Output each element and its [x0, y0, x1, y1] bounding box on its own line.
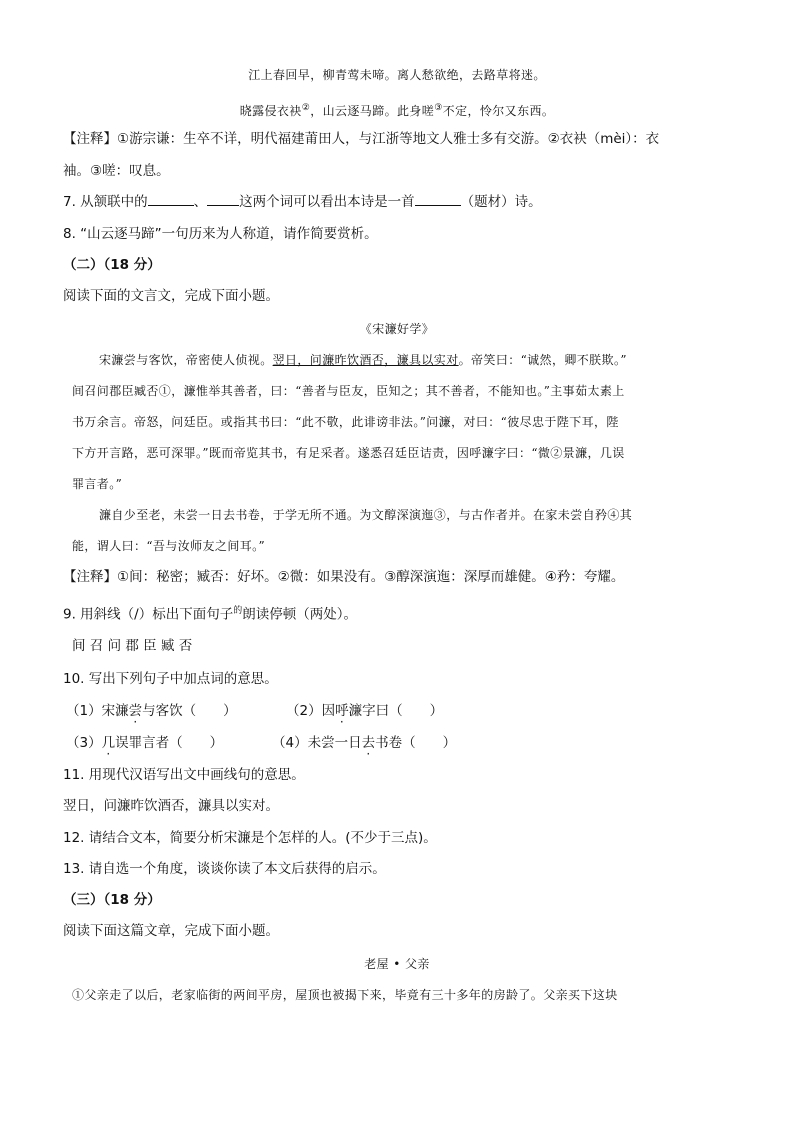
poem-line-2-part-a: 晓露侵衣袂: [239, 104, 302, 118]
item-text: （1）宋濂: [66, 703, 129, 719]
classical-p1-line-1: [99, 351, 627, 369]
question-8: 8. “山云逐马蹄”一句历来为人称道，请作简要赏析。: [63, 226, 378, 242]
dotted-word: 去: [361, 735, 376, 751]
poem-note-line-2: 袖。③嗟：叹息。: [63, 163, 170, 179]
question-9-tail: 朗读停顿（两处）。: [242, 606, 357, 623]
classical-text: 宋濂尝与客饮，帝密使人侦视。: [99, 353, 273, 367]
dotted-word: 呼: [335, 703, 349, 719]
question-7: [63, 193, 542, 211]
underlined-sentence: 翌日，问濂昨饮酒否，濂具以实对: [272, 353, 459, 367]
item-text: （3）: [66, 735, 102, 751]
poem-note-line-1: 【注释】①游宗谦：生卒不详，明代福建莆田人，与江浙等地文人雅士多有交游。②衣袂（mèi）：衣: [63, 131, 660, 147]
question-7-text-b: 、: [193, 194, 208, 210]
classical-p1-line-3: 书万余言。帝怒，问廷臣。或指其书曰：“此不敬，此诽谤非法。”问濂，对曰：“彼尽忠于陛下耳，陛: [72, 415, 619, 429]
item-text: 书卷（ ）: [375, 735, 457, 751]
answer-blank-3[interactable]: [415, 193, 461, 206]
footnote-marker: ③: [434, 103, 443, 113]
answer-blank-2[interactable]: [207, 193, 239, 206]
classical-p2-line-1: 濂自少至老，未尝一日去书卷，于学无所不通。为文醇深演迤③，与古作者并。在家未尝自矜④其: [99, 508, 633, 522]
classical-p1-line-4: 下方开言路，恶可深罪。”既而帝览其书，有足采者。遂悉召廷臣诘责，因呼濂字曰：“微②景濂，几误: [72, 446, 625, 460]
answer-blank-1[interactable]: [148, 193, 194, 206]
question-11: 11. 用现代汉语写出文中画线句的意思。: [63, 767, 305, 783]
question-13: 13. 请自选一个角度，谈谈你读了本文后获得的启示。: [63, 861, 386, 877]
article-title: 老屋 • 父亲: [364, 957, 430, 971]
article-p1-line-1: ①父亲走了以后，老家临街的两间平房，屋顶也被揭下来，毕竟有三十多年的房龄了。父亲买下这块: [72, 988, 618, 1002]
dotted-word: 几: [101, 735, 116, 751]
question-12: 12. 请结合文本，简要分析宋濂是个怎样的人。(不少于三点)。: [63, 830, 437, 846]
question-9: [63, 602, 357, 624]
question-7-text-c: 这两个词可以看出本诗是一首: [239, 194, 415, 210]
section-3-header: （三）（18 分）: [63, 892, 161, 908]
item-text: （4）未尝一日: [272, 735, 362, 751]
item-text: 与客饮（ ）: [142, 703, 237, 719]
item-text: （2）因: [286, 703, 336, 719]
question-9-sentence: 间 召 问 郡 臣 臧 否: [72, 638, 193, 654]
classical-p2-line-2: 能，谓人曰：“吾与汝师友之间耳。”: [72, 539, 266, 553]
question-10-item-1: [66, 702, 237, 720]
question-10-item-4: [272, 734, 456, 752]
section-2-instruction: 阅读下面的文言文，完成下面小题。: [63, 288, 279, 304]
question-7-text-a: 7. 从颔联中的: [63, 194, 148, 210]
classical-p1-line-2: 间召问郡臣臧否①，濂惟举其善者，曰：“善者与臣友，臣知之；其不善者，不能知也。”主事茹太素上: [72, 384, 625, 398]
question-10-item-3: [66, 734, 223, 752]
item-text: 误罪言者（ ）: [115, 735, 224, 751]
question-11-sentence: 翌日，问濂昨饮酒否，濂具以实对。: [63, 798, 279, 814]
poem-line-2: [0, 99, 794, 120]
question-7-text-d: （题材）诗。: [460, 194, 542, 210]
section-2-header: （二）（18 分）: [63, 257, 161, 273]
classical-text: 。帝笑曰：“诚然，卿不朕欺。”: [458, 353, 627, 367]
classical-p1-line-5: 罪言者。”: [72, 477, 123, 491]
question-10-item-2: [286, 702, 443, 720]
footnote-marker: ②: [301, 103, 311, 113]
question-10: 10. 写出下列句子中加点词的意思。: [63, 671, 278, 687]
dotted-word: 尝: [128, 703, 143, 719]
poem-line-1: 江上春回早，柳青莺未啼。离人愁欲绝，去路草将迷。: [248, 68, 546, 82]
poem-line-2-part-b: ，山云逐马蹄。此身嗟: [310, 104, 435, 118]
question-9-superscript: 的: [233, 606, 243, 616]
question-9-stem: 9. 用斜线（/）标出下面句子: [63, 606, 234, 623]
classical-title: 《宋濂好学》: [359, 322, 435, 336]
classical-note: 【注释】①间：秘密；臧否：好坏。②微：如果没有。③醇深演迤：深厚而雄健。④矜：夸耀。: [63, 569, 625, 585]
section-3-instruction: 阅读下面这篇文章，完成下面小题。: [63, 923, 279, 939]
poem-line-2-part-c: 不定，怜尔又东西。: [442, 104, 555, 118]
item-text: 濂字曰（ ）: [348, 703, 444, 719]
